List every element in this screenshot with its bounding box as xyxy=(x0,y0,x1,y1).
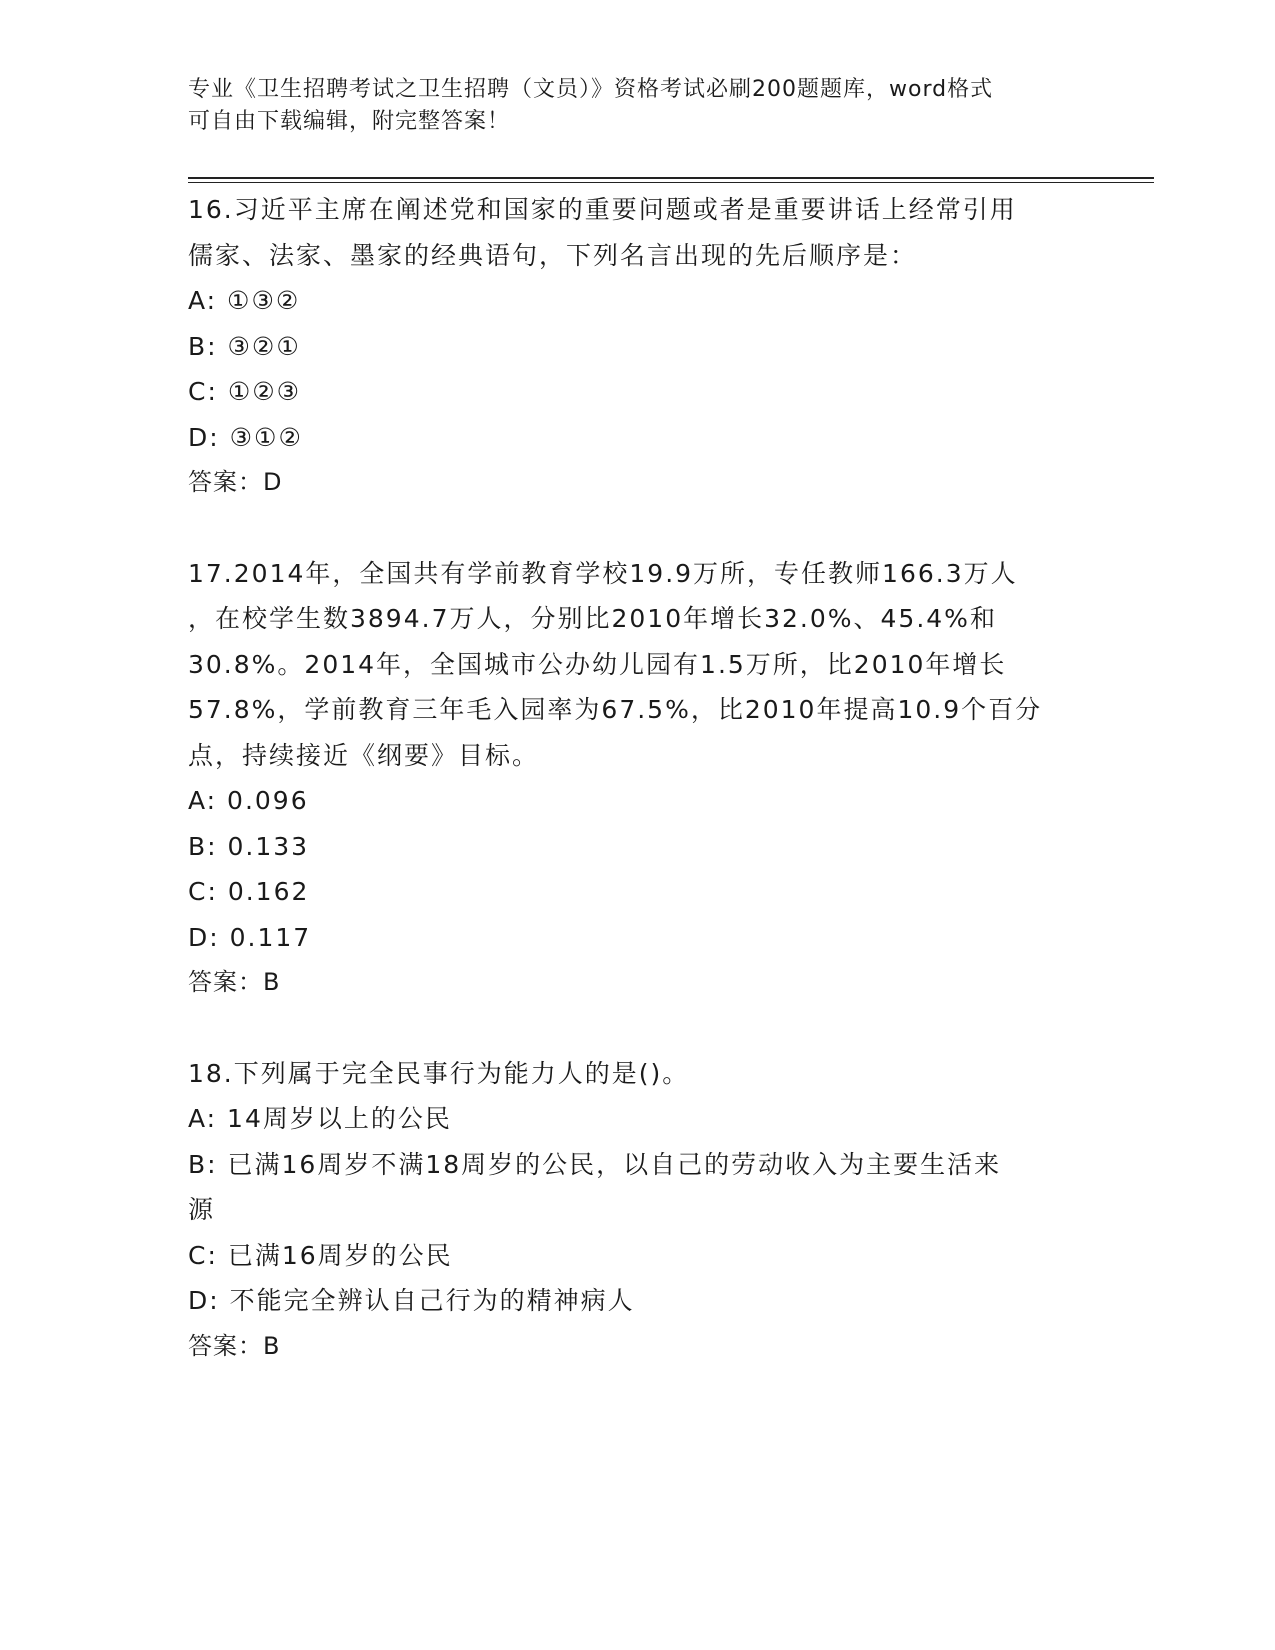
header-line-2: 可自由下载编辑，附完整答案！ xyxy=(188,109,511,134)
option-d: D: ③①② xyxy=(188,422,303,452)
header-divider-thick xyxy=(188,177,1154,179)
spacer xyxy=(188,506,1088,551)
document-header xyxy=(188,74,1088,138)
option-d: D: 不能完全辨认自己行为的精神病人 xyxy=(188,1286,635,1315)
question-block xyxy=(188,187,1088,506)
answer-line: 答案：D xyxy=(188,468,283,496)
option-c: C: 已满16周岁的公民 xyxy=(188,1240,453,1270)
question-stem-line: 儒家、法家、墨家的经典语句，下列名言出现的先后顺序是： xyxy=(188,240,918,270)
question-block xyxy=(188,1051,1088,1370)
question-stem-line: 18.下列属于完全民事行为能力人的是()。 xyxy=(188,1058,690,1088)
option-a: A: 0.096 xyxy=(188,786,309,815)
answer-line: 答案：B xyxy=(188,1331,281,1360)
question-stem-line: 30.8%。2014年，全国城市公办幼儿园有1.5万所，比2010年增长 xyxy=(188,649,1007,679)
question-stem-line: ，在校学生数3894.7万人，分别比2010年增长32.0%、45.4%和 xyxy=(188,604,997,633)
option-b: B: 已满16周岁不满18周岁的公民，以自己的劳动收入为主要生活来 xyxy=(188,1149,1002,1179)
header-divider-thin xyxy=(188,182,1154,183)
option-b: B: 0.133 xyxy=(188,831,310,861)
option-a: A: 14周岁以上的公民 xyxy=(188,1104,452,1133)
question-block xyxy=(188,551,1088,1006)
question-list xyxy=(188,187,1088,1369)
question-stem-line: 17.2014年，全国共有学前教育学校19.9万所，专任教师166.3万人 xyxy=(188,558,1018,588)
question-stem-line: 点，持续接近《纲要》目标。 xyxy=(188,740,540,770)
question-stem-line: 57.8%，学前教育三年毛入园率为67.5%，比2010年提高10.9个百分 xyxy=(188,695,1043,724)
spacer xyxy=(188,1006,1088,1051)
option-c: C: 0.162 xyxy=(188,877,310,906)
option-a: A: ①③② xyxy=(188,286,301,315)
option-d: D: 0.117 xyxy=(188,922,312,952)
answer-line: 答案：B xyxy=(188,968,281,996)
option-b-continued: 源 xyxy=(188,1195,216,1224)
option-b: B: ③②① xyxy=(188,331,301,361)
question-stem-line: 16.习近平主席在阐述党和国家的重要问题或者是重要讲话上经常引用 xyxy=(188,195,1017,224)
header-line-1: 专业《卫生招聘考试之卫生招聘（文员）》资格考试必刷200题题库，word格式 xyxy=(188,77,994,102)
option-c: C: ①②③ xyxy=(188,377,302,406)
